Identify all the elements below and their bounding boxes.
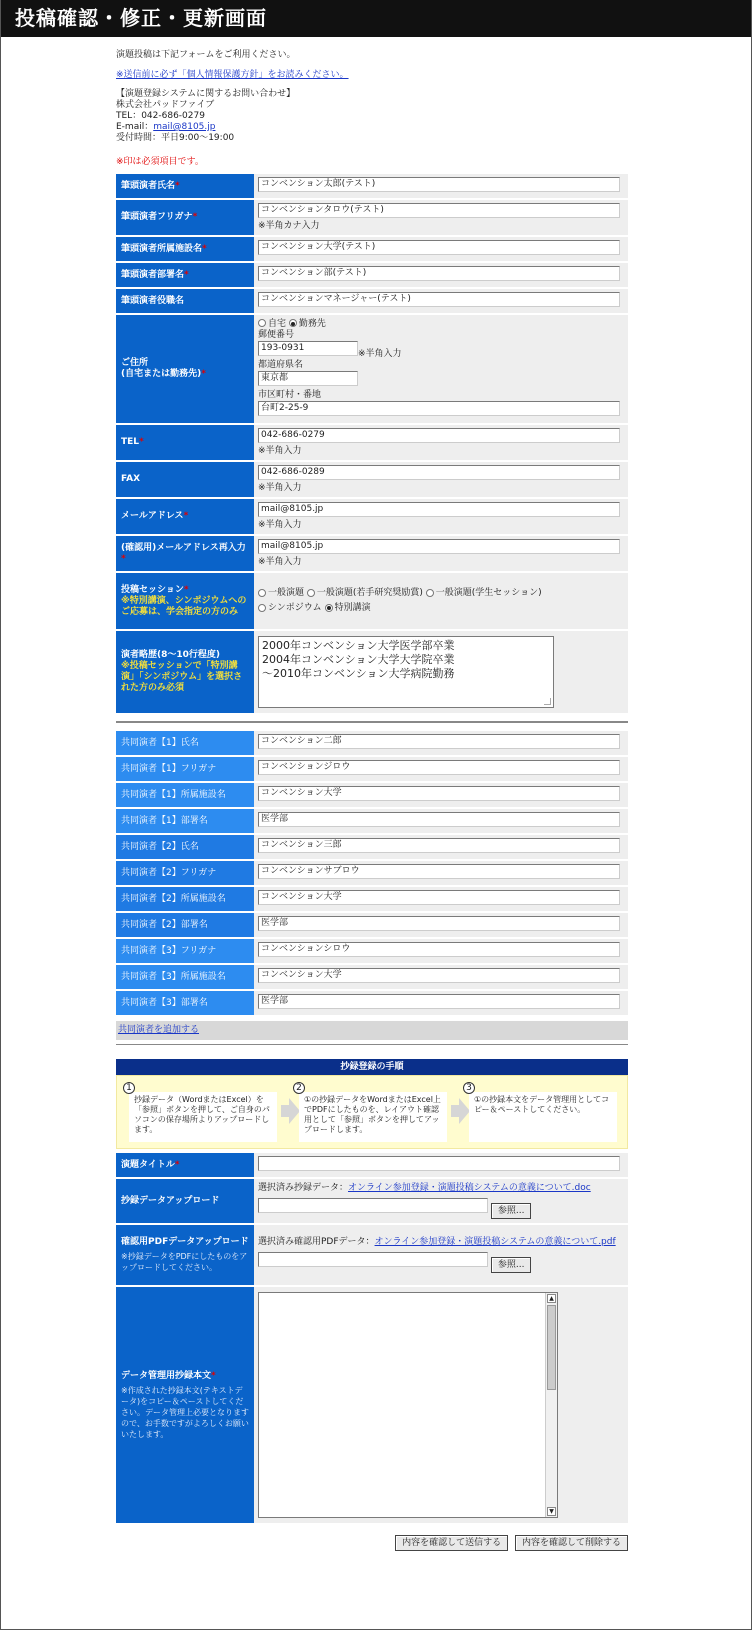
prefecture-label: 都道府県名 [258, 359, 304, 370]
label-abstract-body: データ管理用抄録本文* ※作成された抄録本文(テキストデータ)をコピー＆ペーストしてください。データ管理上必要となりますので、お手数ですがよろしくお願いいたします。 [116, 1287, 254, 1523]
session-note: ※特別講演、シンポジウムへのご応募は、学会指定の方のみ [121, 595, 247, 617]
label-tel: TEL* [116, 425, 254, 460]
presenter-position-input[interactable]: コンベンションマネージャー(テスト) [258, 292, 620, 307]
action-buttons [116, 1535, 628, 1551]
label-email: メールアドレス* [116, 499, 254, 534]
coauthor-row [116, 965, 628, 989]
coauthor-input[interactable]: コンベンション大学 [258, 968, 620, 983]
session-special-radio[interactable] [325, 604, 333, 612]
coauthor-input[interactable]: コンベンション大学 [258, 786, 620, 801]
bio-textarea[interactable]: 2000年コンベンション大学医学部卒業 2004年コンベンション大学大学院卒業 ～2010年コンベンション大学病院勤務 [258, 636, 554, 708]
label-abstract-upload: 抄録データアップロード [116, 1179, 254, 1223]
tel-input[interactable]: 042-686-0279 [258, 428, 620, 443]
coauthor-label: 共同演者【2】氏名 [116, 835, 254, 859]
step-2-number: 2 [293, 1082, 305, 1094]
label-pdf-upload: 確認用PDFデータアップロード ※抄録データをPDFにしたものをアップロードしてください。 [116, 1225, 254, 1285]
session-student-radio[interactable] [426, 589, 434, 597]
coauthor-row [116, 757, 628, 781]
coauthor-row [116, 835, 628, 859]
city-label: 市区町村・番地 [258, 389, 322, 400]
scroll-down-icon[interactable]: ▼ [547, 1507, 556, 1516]
contact-info [116, 89, 628, 144]
coauthor-row [116, 939, 628, 963]
privacy-policy-link[interactable]: ※送信前に必ず「個人情報保護方針」をお読みください。 [116, 70, 349, 80]
add-coauthor-link[interactable]: 共同演者を追加する [118, 1025, 200, 1035]
contact-hours: 受付時間：平日9:00～19:00 [116, 133, 235, 143]
abstract-form [116, 1151, 628, 1525]
email-input[interactable]: mail@8105.jp [258, 502, 620, 517]
pdf-browse-button[interactable]: 参照... [491, 1257, 532, 1273]
contact-email-link[interactable]: mail@8105.jp [153, 122, 216, 132]
email-confirm-hint: ※半角入力 [258, 557, 302, 567]
coauthor-label: 共同演者【1】部署名 [116, 809, 254, 833]
coauthor-label: 共同演者【1】氏名 [116, 731, 254, 755]
coauthor-label: 共同演者【2】所属施設名 [116, 887, 254, 911]
resize-grip-icon[interactable] [544, 698, 551, 705]
pdf-selected-file-link[interactable]: オンライン参加登録・演題投稿システムの意義について.pdf [374, 1237, 616, 1247]
abstract-title-input[interactable] [258, 1156, 620, 1171]
label-session: 投稿セッション* ※特別講演、シンポジウムへのご応募は、学会指定の方のみ [116, 573, 254, 629]
step-1-number: 1 [123, 1082, 135, 1094]
session-options: 一般演題 一般演題(若手研究奨励賞) 一般演題(学生セッション) シンポジウム 特別講演 [254, 573, 628, 629]
coauthor-input[interactable]: 医学部 [258, 916, 620, 931]
label-fax: FAX [116, 462, 254, 497]
scrollbar[interactable] [545, 1293, 557, 1517]
pdf-file-input[interactable] [258, 1252, 488, 1267]
upload-selected-file-link[interactable]: オンライン参加登録・演題投稿システムの意義について.doc [348, 1183, 591, 1193]
address-fields: 自宅 勤務先 郵便番号 193-0931※半角入力 都道府県名 東京都 市区町村・番地 台町2-25-9 [254, 315, 628, 423]
label-email-confirm: (確認用)メールアドレス再入力* [116, 536, 254, 571]
contact-email-label: E-mail： [116, 122, 154, 132]
address-home-radio[interactable] [258, 319, 266, 327]
steps-panel [116, 1075, 628, 1149]
presenter-name-input[interactable]: コンベンション太郎(テスト) [258, 177, 620, 192]
presenter-form [116, 172, 628, 715]
upload-selected-prefix: 選択済み抄録データ： [258, 1183, 349, 1193]
section-divider [116, 721, 628, 723]
session-general-radio[interactable] [258, 589, 266, 597]
prefecture-input[interactable]: 東京都 [258, 371, 358, 386]
contact-company: 株式会社パッドファイブ [116, 100, 215, 110]
coauthor-label: 共同演者【2】部署名 [116, 913, 254, 937]
coauthor-input[interactable]: コンベンション大学 [258, 890, 620, 905]
add-coauthor-bar [116, 1021, 628, 1040]
email-confirm-input[interactable]: mail@8105.jp [258, 539, 620, 554]
label-abstract-title: 演題タイトル* [116, 1153, 254, 1177]
session-symposium-radio[interactable] [258, 604, 266, 612]
fax-input[interactable]: 042-686-0289 [258, 465, 620, 480]
abstract-browse-button[interactable]: 参照... [491, 1203, 532, 1219]
coauthor-input[interactable]: コンベンションジロウ [258, 760, 620, 775]
step-2-text: ①の抄録データをWordまたはExcel上でPDFにしたものを、レイアウト確認用として「参照」ボタンを押してアップロードします。 [299, 1092, 447, 1142]
tel-hint: ※半角入力 [258, 446, 302, 456]
coauthor-row [116, 783, 628, 807]
arrow-right-icon [451, 1098, 469, 1124]
required-note: ※印は必須項目です。 [116, 157, 204, 167]
label-presenter-name: 筆頭演者氏名* [116, 174, 254, 198]
presenter-department-input[interactable]: コンベンション部(テスト) [258, 266, 620, 281]
delete-button[interactable]: 内容を確認して削除する [515, 1535, 628, 1551]
coauthor-row [116, 913, 628, 937]
label-presenter-affiliation: 筆頭演者所属施設名* [116, 237, 254, 261]
intro [116, 49, 628, 168]
coauthor-row [116, 887, 628, 911]
coauthor-input[interactable]: コンベンションサブロウ [258, 864, 620, 879]
contact-heading: 【演題登録システムに関するお問い合わせ】 [116, 89, 296, 99]
coauthor-label: 共同演者【1】所属施設名 [116, 783, 254, 807]
coauthor-row [116, 991, 628, 1015]
postal-hint: ※半角入力 [358, 348, 402, 359]
postal-code-input[interactable]: 193-0931 [258, 341, 358, 356]
bio-note: ※投稿セッションで「特別講演」「シンポジウム」を選択された方のみ必須 [121, 661, 243, 693]
step-3-number: 3 [463, 1082, 475, 1094]
coauthor-row [116, 861, 628, 885]
coauthor-form [116, 729, 628, 1017]
coauthor-label: 共同演者【3】フリガナ [116, 939, 254, 963]
coauthor-label: 共同演者【3】部署名 [116, 991, 254, 1015]
step-1-text: 抄録データ（WordまたはExcel）を「参照」ボタンを押して、ご自身のパソコンの保存場所よりアップロードします。 [129, 1092, 277, 1142]
label-presenter-department: 筆頭演者部署名* [116, 263, 254, 287]
fax-hint: ※半角入力 [258, 483, 302, 493]
abstract-body-textarea[interactable] [258, 1292, 558, 1518]
postal-label: 郵便番号 [258, 329, 295, 340]
step-3-text: ①の抄録本文をデータ管理用としてコピー＆ペーストしてください。 [469, 1092, 617, 1142]
label-presenter-furigana: 筆頭演者フリガナ* [116, 200, 254, 235]
coauthor-input[interactable]: 医学部 [258, 812, 620, 827]
presenter-furigana-input[interactable]: コンベンションタロウ(テスト) [258, 203, 620, 218]
form-content [116, 37, 628, 1551]
contact-tel: TEL：042-686-0279 [116, 111, 205, 121]
label-address: ご住所 (自宅または勤務先)* [116, 315, 254, 423]
coauthor-label: 共同演者【1】フリガナ [116, 757, 254, 781]
coauthor-row [116, 731, 628, 755]
email-hint: ※半角入力 [258, 520, 302, 530]
address-work-radio[interactable] [289, 319, 297, 327]
section-divider [116, 1044, 628, 1045]
coauthor-input[interactable]: コンベンションシロウ [258, 942, 620, 957]
steps-heading: 抄録登録の手順 [116, 1059, 628, 1075]
session-young-radio[interactable] [307, 589, 315, 597]
abstract-file-input[interactable] [258, 1198, 488, 1213]
furigana-hint: ※半角カナ入力 [258, 221, 320, 231]
label-bio: 演者略歴(8～10行程度) ※投稿セッションで「特別講演」「シンポジウム」を選択された方のみ必須 [116, 631, 254, 713]
arrow-right-icon [281, 1098, 299, 1124]
page-title: 投稿確認・修正・更新画面 [1, 0, 751, 37]
submit-button[interactable]: 内容を確認して送信する [395, 1535, 508, 1551]
label-presenter-position: 筆頭演者役職名 [116, 289, 254, 313]
pdf-note: ※抄録データをPDFにしたものをアップロードしてください。 [121, 1252, 248, 1272]
coauthor-input[interactable]: コンベンション三郎 [258, 838, 620, 853]
coauthor-input[interactable]: コンベンション二郎 [258, 734, 620, 749]
abstract-body-note: ※作成された抄録本文(テキストデータ)をコピー＆ペーストしてください。データ管理上必要となりますので、お手数ですがよろしくお願いいたします。 [121, 1385, 249, 1439]
coauthor-label: 共同演者【2】フリガナ [116, 861, 254, 885]
scroll-thumb[interactable] [547, 1305, 556, 1390]
coauthor-label: 共同演者【3】所属施設名 [116, 965, 254, 989]
scroll-up-icon[interactable]: ▲ [547, 1294, 556, 1303]
intro-text: 演題投稿は下記フォームをご利用ください。 [116, 50, 296, 60]
presenter-affiliation-input[interactable]: コンベンション大学(テスト) [258, 240, 620, 255]
pdf-selected-prefix: 選択済み確認用PDFデータ： [258, 1237, 375, 1247]
coauthor-row [116, 809, 628, 833]
coauthor-input[interactable]: 医学部 [258, 994, 620, 1009]
city-input[interactable]: 台町2-25-9 [258, 401, 620, 416]
